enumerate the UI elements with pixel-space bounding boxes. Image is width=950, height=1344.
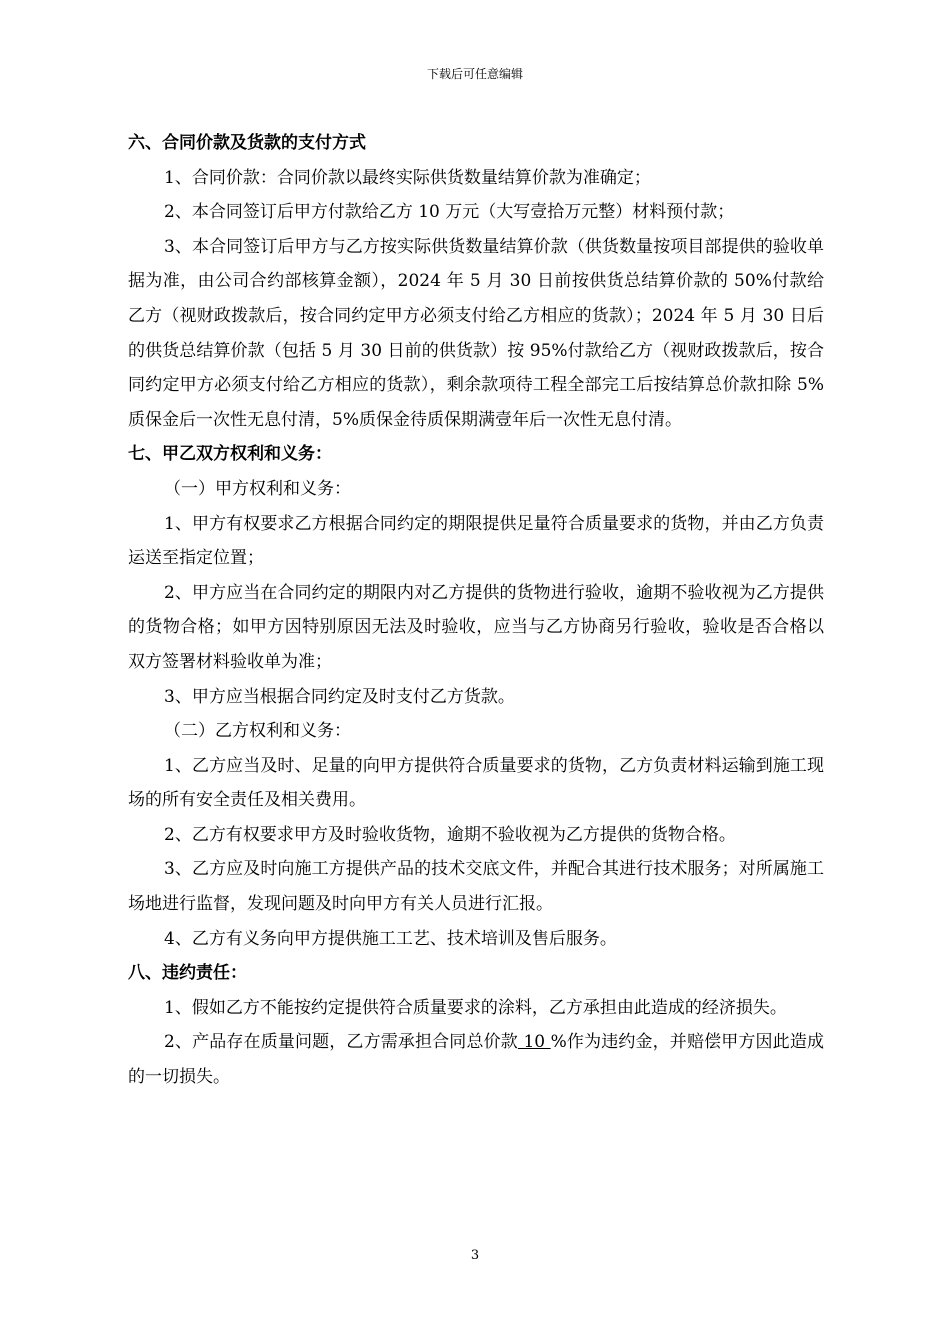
section-7-party-b-item-3: 3、乙方应及时向施工方提供产品的技术交底文件，并配合其进行技术服务；对所属施工场地进行监督，发现问题及时向甲方有关人员进行汇报。: [128, 859, 824, 915]
section-8-item-1: 1、假如乙方不能按约定提供符合质量要求的涂料，乙方承担由此造成的经济损失。: [164, 997, 787, 1018]
page-header: 下载后可任意编辑: [426, 67, 523, 81]
section-8-item-2-text-before: 2、产品存在质量问题，乙方需承担合同总价款: [164, 1032, 518, 1053]
section-6-paragraph-3: 3、本合同签订后甲方与乙方按实际供货数量结算价款（供货数量按项目部提供的验收单据为准，由公司合约部核算金额），2024 年 5 月 30 日前按供货总结算价款的 50%付款给乙方（视财政拨款后，按合同约定甲方必须支付给乙方相应的货款）；2024 年 5 月 30 日后的供货总结算价款（包括 5 月 30 日前的供货款）按 95%付款给乙方（视财政拨款后，按合同约定甲方必须支付给乙方相应的货款），剩余款项待工程全部完工后按结算总价款扣除 5%质保金后一次性无息付清，5%质保金待质保期满壹年后一次性无息付清。: [128, 236, 824, 430]
section-6-paragraph-1: 1、合同价款：合同价款以最终实际供货数量结算价款为准确定；: [164, 167, 651, 188]
section-7-party-a-item-2: 2、甲方应当在合同约定的期限内对乙方提供的货物进行验收，逾期不验收视为乙方提供的货物合格；如甲方因特别原因无法及时验收，应当与乙方协商另行验收，验收是否合格以双方签署材料验收单为准；: [128, 582, 824, 672]
section-7-party-a-item-3: 3、甲方应当根据合同约定及时支付乙方货款。: [164, 686, 515, 707]
penalty-percentage-value: 10: [517, 1032, 551, 1053]
page-number: 3: [470, 1248, 480, 1263]
section-7-heading: 七、甲乙双方权利和义务：: [128, 444, 332, 465]
section-8-item-2: [128, 1025, 824, 1094]
section-7-subheading-party-a: （一）甲方权利和义务：: [164, 478, 351, 499]
section-6-paragraph-2: 2、本合同签订后甲方付款给乙方 10 万元（大写壹拾万元整）材料预付款；: [164, 202, 735, 223]
section-7-party-a-item-1: 1、甲方有权要求乙方根据合同约定的期限提供足量符合质量要求的货物，并由乙方负责运送至指定位置；: [128, 513, 824, 569]
section-7-party-b-item-4: 4、乙方有义务向甲方提供施工工艺、技术培训及售后服务。: [164, 928, 617, 949]
section-8-heading: 八、违约责任：: [128, 963, 247, 984]
document-body: [128, 126, 824, 1095]
section-7-subheading-party-b: （二）乙方权利和义务：: [164, 721, 351, 742]
section-6-heading: 六、合同价款及货款的支付方式: [128, 133, 366, 153]
section-7-party-b-item-1: 1、乙方应当及时、足量的向甲方提供符合质量要求的货物，乙方负责材料运输到施工现场的所有安全责任及相关费用。: [128, 755, 824, 811]
section-8-item-2-text-after: %作为违约金，并赔偿甲方因此造成的一切损失。: [128, 1032, 824, 1088]
section-7-party-b-item-2: 2、乙方有权要求甲方及时验收货物，逾期不验收视为乙方提供的货物合格。: [164, 824, 736, 845]
